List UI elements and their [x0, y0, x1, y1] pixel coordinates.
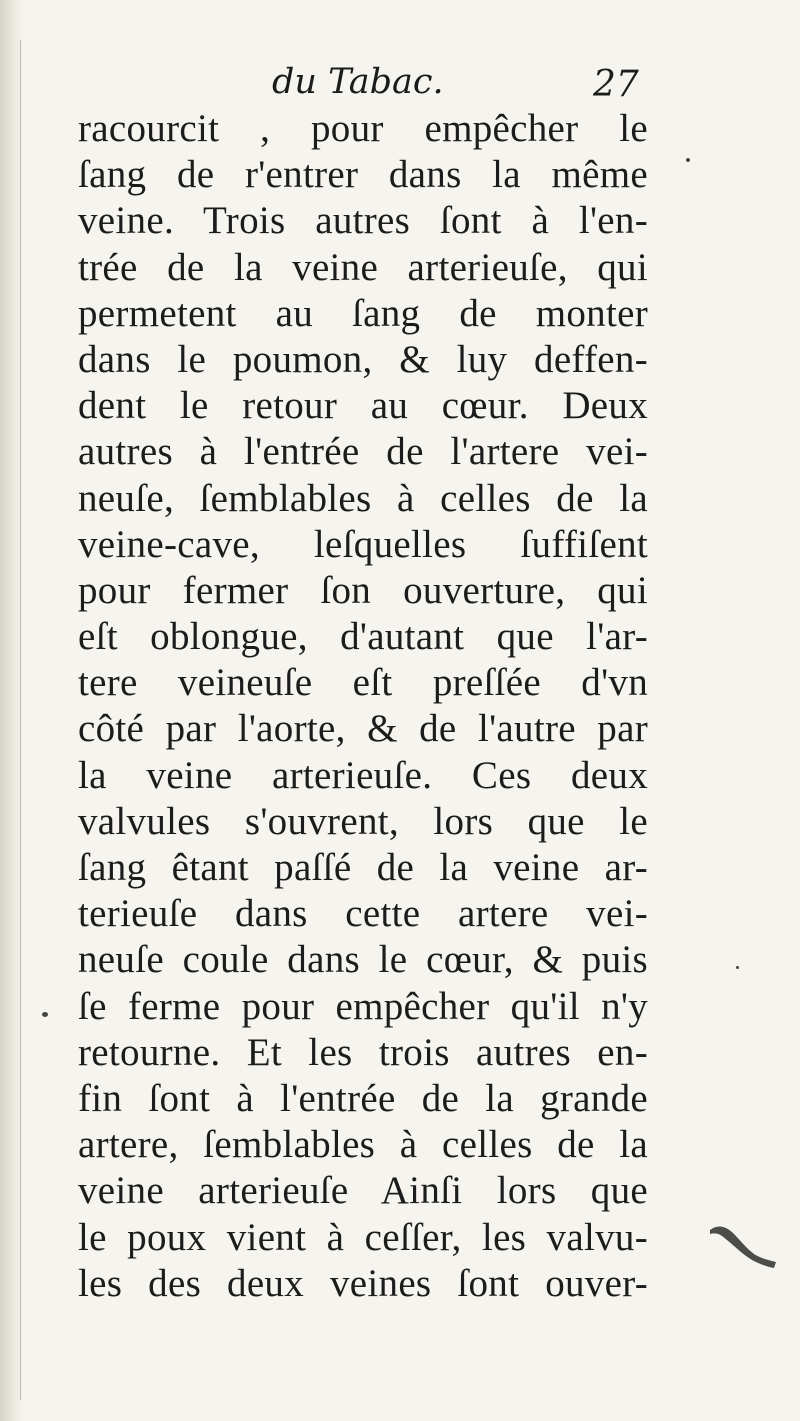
page-header	[0, 62, 800, 112]
text-line: fin ſont à l'entrée de la grande	[78, 1076, 648, 1120]
text-line: pour fermer ſon ouverture, qui	[78, 568, 648, 612]
text-line: terieuſe dans cette artere vei-	[78, 892, 648, 936]
ink-smudge	[708, 1222, 778, 1268]
text-line: valvules s'ouvrent, lors que le	[78, 799, 648, 843]
body-text	[78, 106, 648, 1307]
text-line: côté par l'aorte, & de l'autre par	[78, 707, 648, 751]
text-line: retourne. Et les trois autres en-	[78, 1030, 648, 1074]
text-line: neuſe coule dans le cœur, & puis	[78, 938, 648, 982]
text-line: veine. Trois autres ſont à l'en-	[78, 199, 648, 243]
text-line: tere veineuſe eſt preſſée d'vn	[78, 661, 648, 705]
paper-speck	[686, 158, 690, 162]
text-line: dent le retour au cœur. Deux	[78, 384, 648, 428]
page-number: 27	[593, 64, 639, 105]
text-line: ſang êtant paſſé de la veine ar-	[78, 846, 648, 889]
text-line: dans le poumon, & luy deffen-	[78, 337, 648, 381]
paper-speck	[736, 966, 739, 969]
text-line: trée de la veine arterieuſe, qui	[78, 245, 648, 289]
text-line: veine arterieuſe Ainſi lors que	[78, 1169, 648, 1213]
text-line: le poux vient à ceſſer, les valvu-	[78, 1215, 648, 1259]
text-line: autres à l'entrée de l'artere vei-	[78, 430, 648, 474]
text-line: ſe ferme pour empêcher qu'il n'y	[78, 984, 648, 1028]
text-line: les des deux veines ſont ouver-	[78, 1261, 648, 1305]
text-line: artere, ſemblables à celles de la	[78, 1123, 648, 1167]
text-line: eſt oblongue, d'autant que l'ar-	[78, 615, 648, 659]
paper-speck	[42, 1012, 48, 1017]
text-line: veine-cave, leſquelles ſuffiſent	[78, 522, 648, 566]
text-line: la veine arterieuſe. Ces deux	[78, 753, 648, 797]
text-line: racourcit , pour empêcher le	[78, 107, 648, 150]
text-line: permetent au ſang de monter	[78, 291, 648, 335]
running-title: du Tabac.	[272, 62, 444, 102]
text-line: neuſe, ſemblables à celles de la	[78, 476, 648, 520]
text-line: ſang de r'entrer dans la même	[78, 153, 648, 197]
gutter-line	[20, 40, 21, 1400]
